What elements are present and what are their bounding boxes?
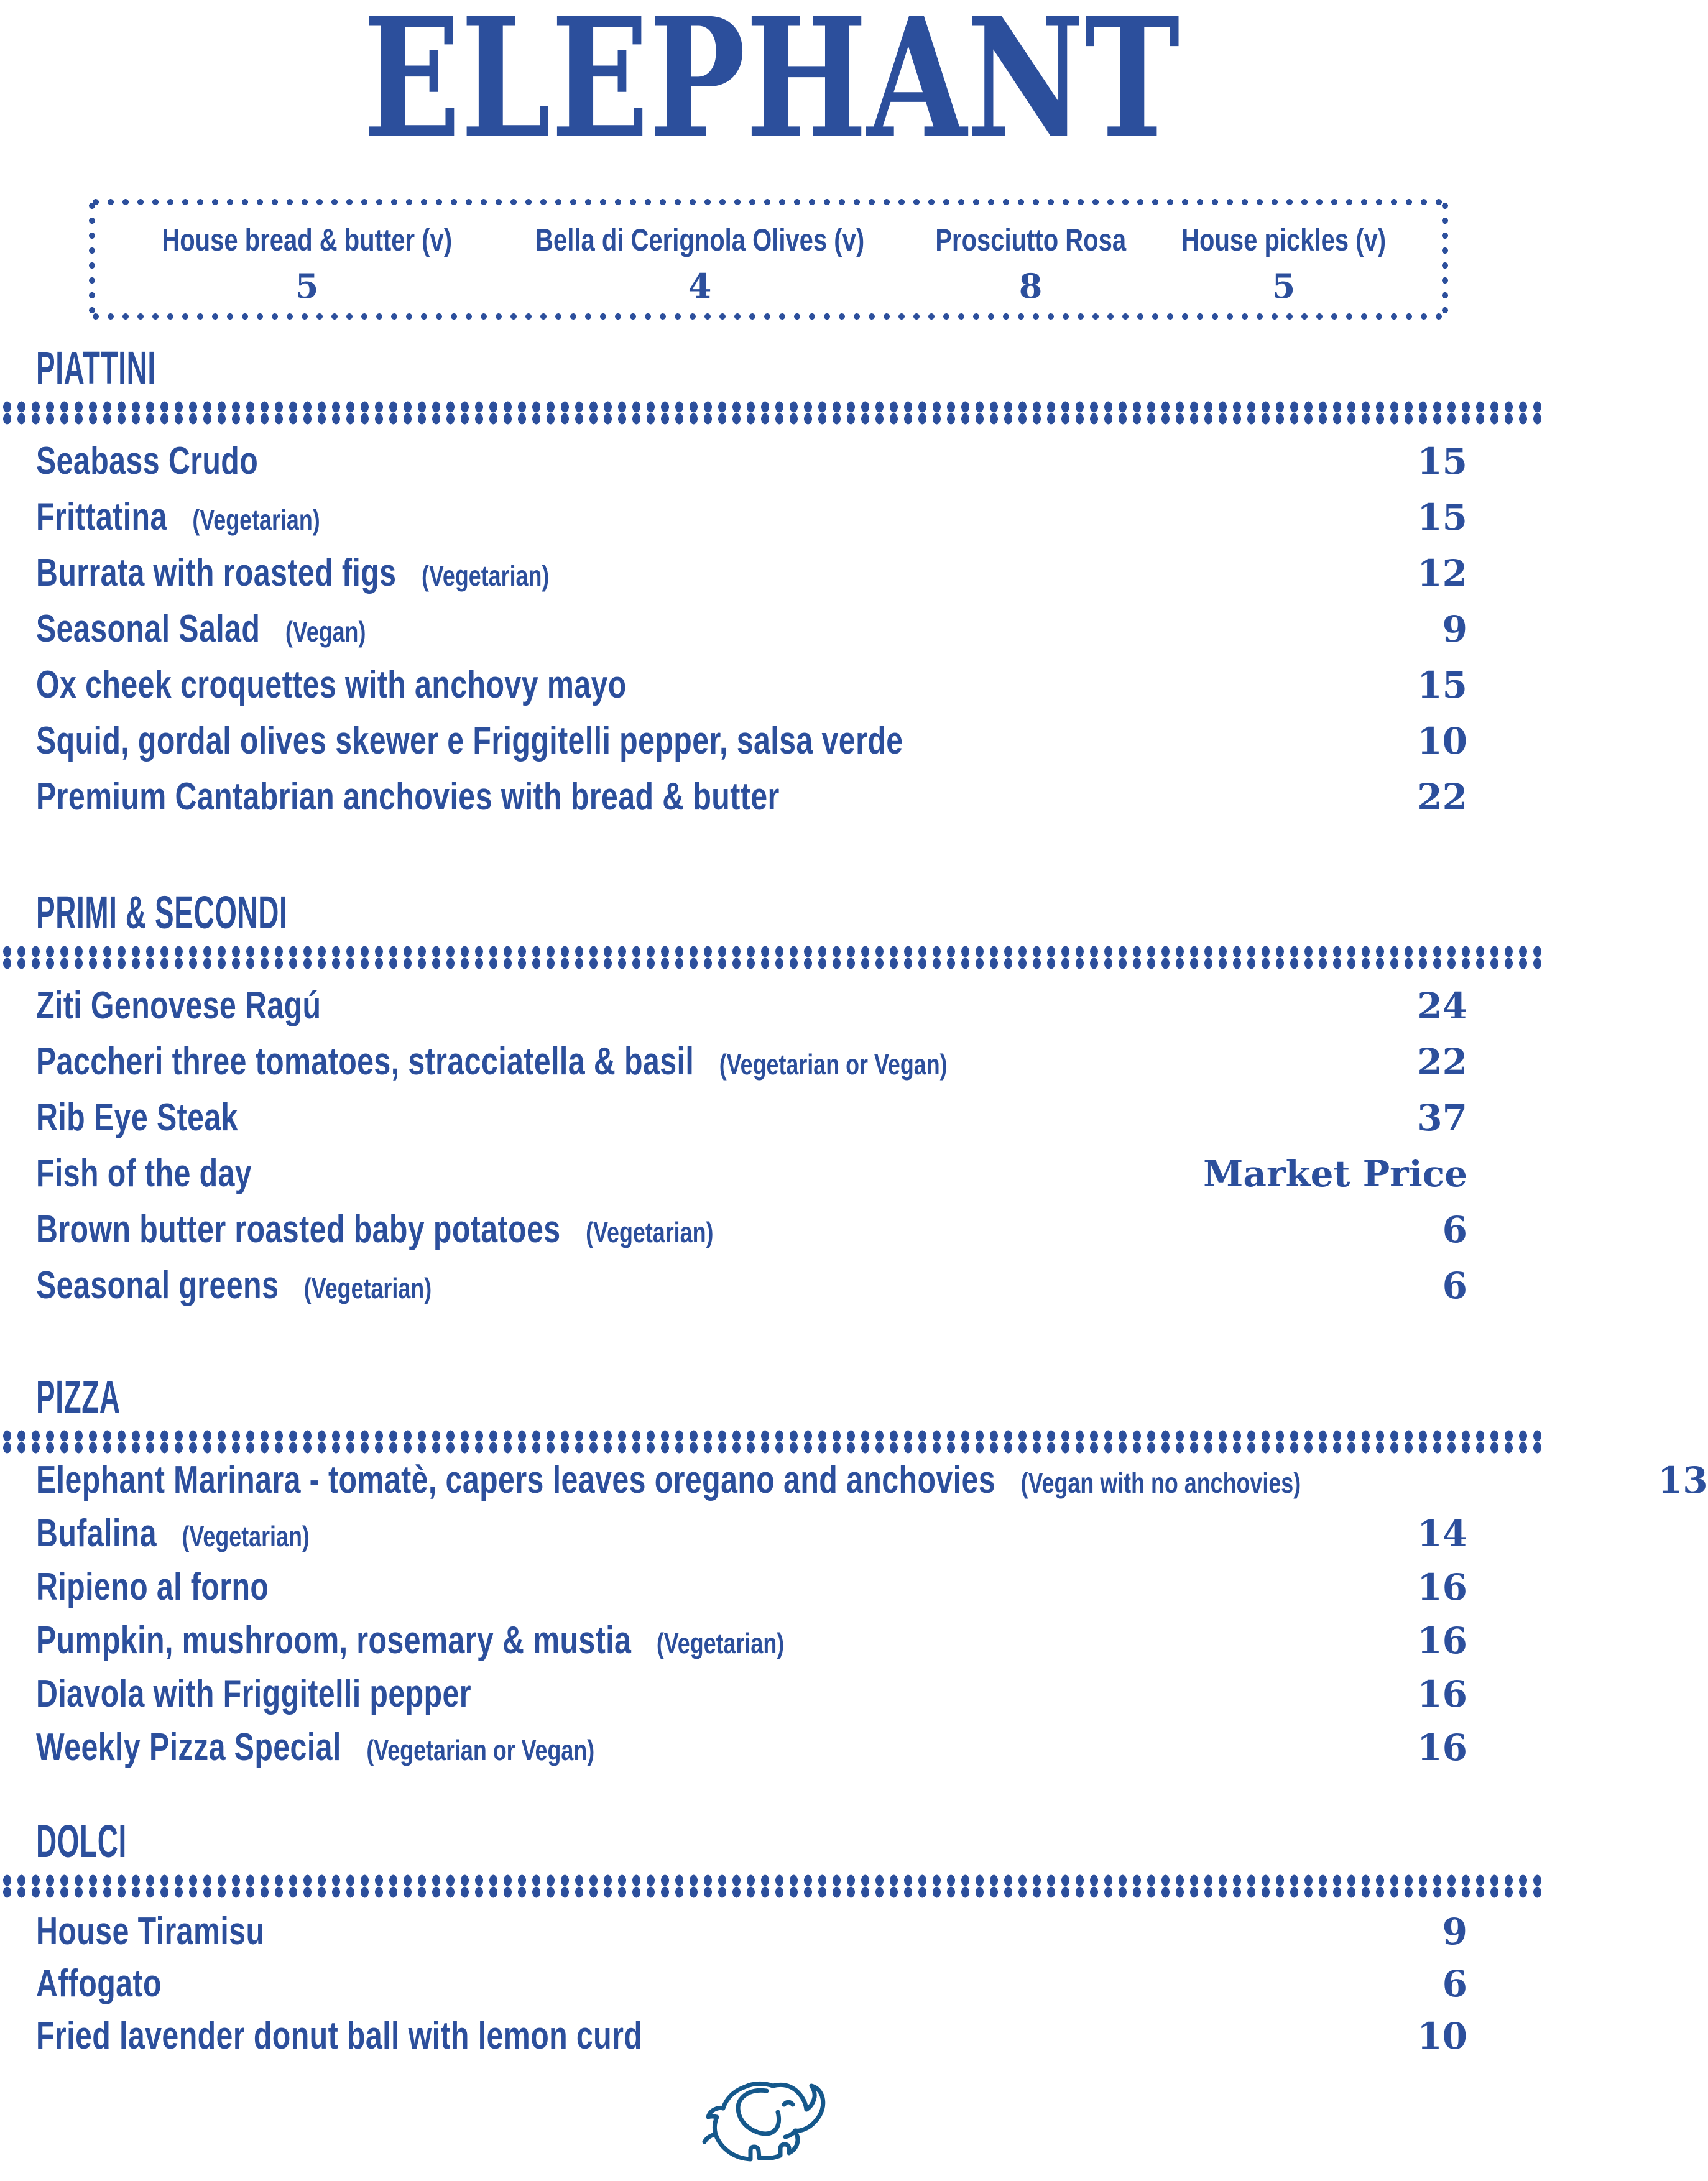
item-price: 24 [1417,985,1467,1027]
menu-item [36,1906,1467,1958]
menu-item [36,489,1467,545]
section-title: PIZZA [36,1371,121,1422]
item-note: (Vegetarian) [192,504,320,536]
featured-item-price: 4 [688,266,712,306]
item-price: 37 [1417,1097,1467,1139]
item-name: Diavola with Friggitelli pepper [36,1672,471,1715]
menu-list [0,1898,1542,2062]
menu-item [36,1614,1467,1667]
menu-item [36,1258,1467,1314]
item-price: 6 [1442,1209,1467,1251]
section-primi-secondi [0,887,1542,1314]
item-price: 14 [1417,1513,1467,1555]
item-price: 9 [1442,1911,1467,1953]
menu-item [36,769,1467,825]
menu-list [0,1454,1708,1774]
dotted-divider [0,1430,1542,1454]
item-name: Pumpkin, mushroom, rosemary & mustia [36,1619,632,1662]
section-title: PRIMI & SECONDI [36,887,288,938]
elephant-logo [0,2067,1542,2176]
menu-item [36,2010,1467,2062]
featured-item [494,223,905,306]
menu-item [36,433,1467,489]
featured-item-name: Bella di Cerignola Olives (v) [535,223,865,257]
menu-item [36,1507,1467,1561]
item-price: 15 [1417,664,1467,706]
item-name: Rib Eye Steak [36,1096,238,1139]
featured-item [1156,223,1411,306]
menu-item [36,1202,1467,1258]
elephant-logo-icon [693,2067,849,2173]
item-name: Affogato [36,1962,162,2005]
featured-item-name: House pickles (v) [1181,223,1386,257]
menu-item [36,1146,1467,1202]
item-note: (Vegetarian) [586,1216,714,1248]
featured-item-price: 5 [1272,266,1296,306]
item-price: Market Price [1203,1153,1467,1195]
item-name: Weekly Pizza Special [36,1726,341,1769]
item-price: 22 [1417,776,1467,818]
item-note: (Vegetarian) [303,1272,432,1304]
item-price: 10 [1417,720,1467,762]
featured-item-name: House bread & butter (v) [162,223,453,257]
menu-item [36,978,1467,1034]
featured-box [88,198,1449,320]
section-dolci [0,1815,1542,2062]
item-name: Frittatina [36,496,167,538]
menu-item [36,1667,1467,1721]
menu-item [36,657,1467,713]
item-note: (Vegetarian) [656,1627,785,1659]
item-name: Ziti Genovese Ragú [36,984,321,1027]
item-name: Seasonal greens [36,1264,279,1307]
dotted-divider [0,946,1542,969]
item-price: 16 [1417,1566,1467,1608]
item-name: House Tiramisu [36,1910,265,1953]
featured-item [912,223,1150,306]
item-price: 15 [1417,440,1467,482]
section-title: PIATTINI [36,342,156,394]
menu-item [36,1958,1467,2010]
restaurant-name: ELEPHANT [362,0,1180,175]
item-name: Ripieno al forno [36,1565,269,1608]
item-note: (Vegan) [285,616,366,648]
item-note: (Vegetarian) [421,560,550,592]
featured-item-price: 5 [295,266,319,306]
featured-item-name: Prosciutto Rosa [935,223,1126,257]
page-title [0,0,1542,175]
item-name: Elephant Marinara - tomatè, capers leaves oregano and anchovies [36,1459,996,1501]
item-name: Paccheri three tomatoes, stracciatella & basil [36,1040,695,1083]
item-price: 6 [1442,1265,1467,1307]
item-name: Ox cheek croquettes with anchovy mayo [36,663,627,706]
item-price: 16 [1417,1727,1467,1769]
item-note: (Vegan with no anchovies) [1020,1467,1301,1499]
item-price: 10 [1417,2015,1467,2057]
featured-item-price: 8 [1018,266,1043,306]
item-price: 6 [1442,1963,1467,2005]
item-name: Seabass Crudo [36,440,259,482]
menu-item [36,545,1467,601]
item-name: Fish of the day [36,1152,252,1195]
item-name: Squid, gordal olives skewer e Friggitelli pepper, salsa verde [36,719,903,762]
item-price: 16 [1417,1673,1467,1715]
dotted-divider [0,401,1542,425]
featured-item [126,223,488,306]
item-note: (Vegetarian) [182,1520,310,1552]
item-price: 22 [1417,1041,1467,1083]
item-price: 12 [1417,552,1467,594]
item-note: (Vegetarian or Vegan) [366,1734,595,1766]
menu-item [36,1034,1467,1090]
item-price: 13 [1657,1459,1708,1501]
menu-item [36,1561,1467,1614]
menu-list [0,425,1542,825]
menu-item [36,1721,1467,1774]
item-name: Seasonal Salad [36,607,261,650]
item-note: (Vegetarian or Vegan) [719,1048,948,1081]
section-title: DOLCI [36,1815,127,1867]
item-name: Burrata with roasted figs [36,551,397,594]
menu-item [36,713,1467,769]
item-name: Bufalina [36,1512,157,1555]
item-price: 15 [1417,496,1467,538]
item-name: Premium Cantabrian anchovies with bread & butter [36,775,780,818]
menu-item [36,601,1467,657]
item-price: 9 [1442,608,1467,650]
dotted-divider [0,1874,1542,1898]
section-pizza [0,1371,1708,1774]
item-name: Brown butter roasted baby potatoes [36,1208,561,1251]
section-piattini [0,342,1542,825]
item-name: Fried lavender donut ball with lemon curd [36,2014,643,2057]
item-price: 16 [1417,1620,1467,1662]
menu-item [36,1090,1467,1146]
menu-item [36,1454,1708,1507]
menu-list [0,969,1542,1314]
